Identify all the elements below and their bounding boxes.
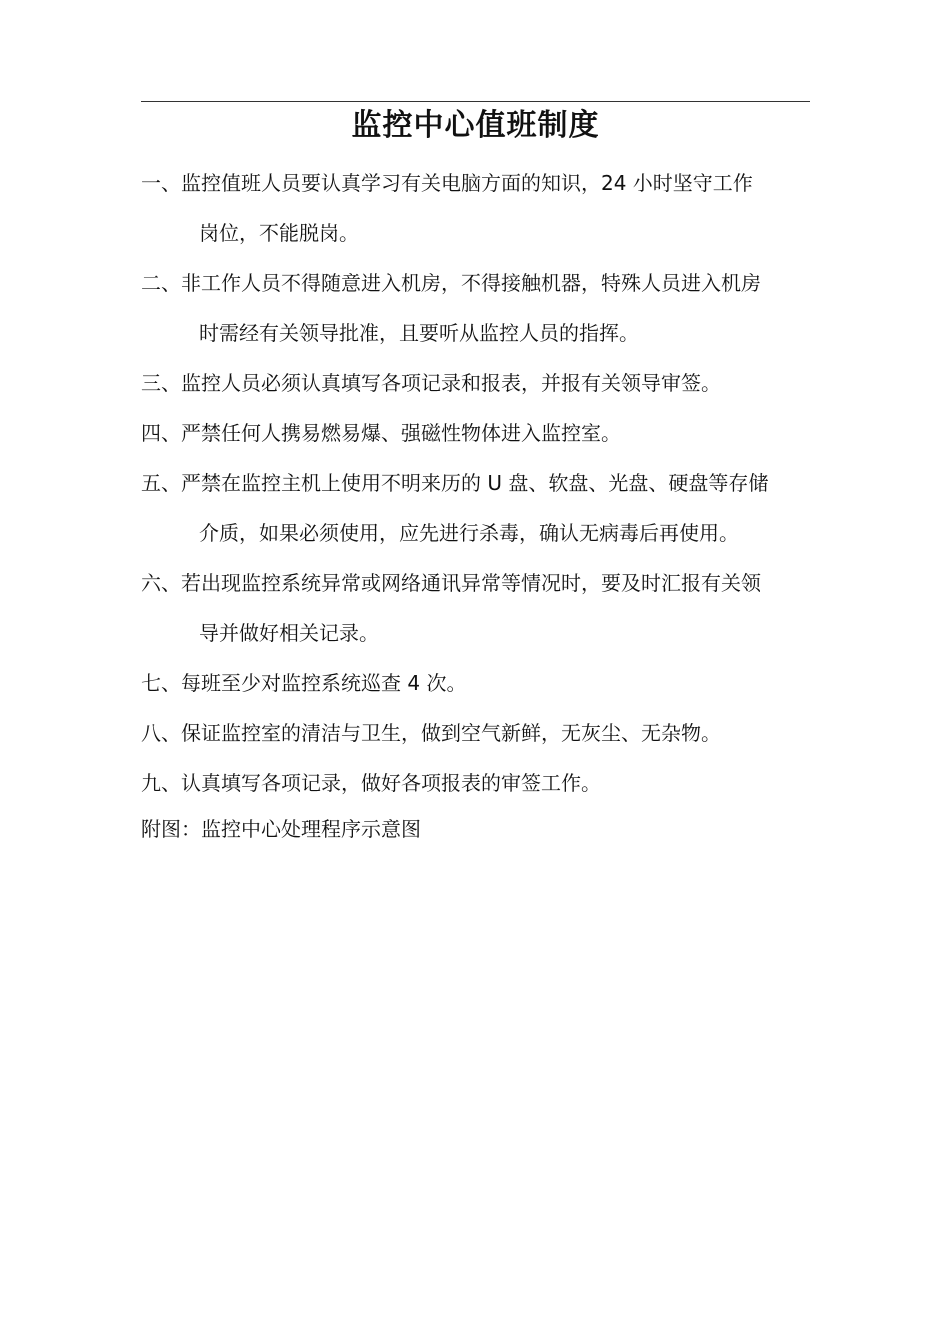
rule-line <box>141 758 810 808</box>
rule-text-continued: 时需经有关领导批准，且要听从监控人员的指挥。 <box>199 321 639 345</box>
rule-line <box>141 408 810 458</box>
rule-text-continued: 介质，如果必须使用，应先进行杀毒，确认无病毒后再使用。 <box>199 521 739 545</box>
rule-number: 四、 <box>141 421 181 445</box>
rule-number: 五、 <box>141 471 181 495</box>
rule-line <box>141 358 810 408</box>
rule-line <box>141 158 810 208</box>
rule-text-continued: 导并做好相关记录。 <box>199 621 379 645</box>
rules-list <box>141 158 810 808</box>
rule-item <box>141 658 810 708</box>
document-title: 监控中心值班制度 <box>351 108 600 143</box>
rule-line <box>141 258 810 308</box>
rule-number: 八、 <box>141 721 181 745</box>
rule-number: 七、 <box>141 671 181 695</box>
rule-text-continued: 岗位，不能脱岗。 <box>199 221 359 245</box>
rule-number: 六、 <box>141 571 181 595</box>
rule-line <box>141 658 810 708</box>
rule-item <box>141 408 810 458</box>
rule-item <box>141 558 810 658</box>
rule-line <box>141 458 810 508</box>
header-rule <box>141 101 810 102</box>
rule-item <box>141 158 810 258</box>
rule-item <box>141 708 810 758</box>
rule-text: 每班至少对监控系统巡查 4 次。 <box>181 671 467 695</box>
rule-text: 保证监控室的清洁与卫生，做到空气新鲜，无灰尘、无杂物。 <box>181 721 721 745</box>
rule-text: 认真填写各项记录，做好各项报表的审签工作。 <box>181 771 601 795</box>
rule-text: 严禁任何人携易燃易爆、强磁性物体进入监控室。 <box>181 421 621 445</box>
rule-item <box>141 458 810 558</box>
rule-number: 二、 <box>141 271 181 295</box>
rule-line <box>141 558 810 608</box>
rule-number: 三、 <box>141 371 181 395</box>
rule-line <box>141 708 810 758</box>
rule-item <box>141 258 810 358</box>
rule-text: 严禁在监控主机上使用不明来历的 U 盘、软盘、光盘、硬盘等存储 <box>181 471 769 495</box>
rule-item <box>141 758 810 808</box>
rule-text: 若出现监控系统异常或网络通讯异常等情况时，要及时汇报有关领 <box>181 571 761 595</box>
rule-number: 一、 <box>141 171 181 195</box>
rule-text: 非工作人员不得随意进入机房，不得接触机器，特殊人员进入机房 <box>181 271 761 295</box>
appendix-caption: 附图：监控中心处理程序示意图 <box>141 817 421 841</box>
rule-number: 九、 <box>141 771 181 795</box>
rule-item <box>141 358 810 408</box>
rule-text: 监控人员必须认真填写各项记录和报表，并报有关领导审签。 <box>181 371 721 395</box>
rule-text: 监控值班人员要认真学习有关电脑方面的知识，24 小时坚守工作 <box>181 171 753 195</box>
